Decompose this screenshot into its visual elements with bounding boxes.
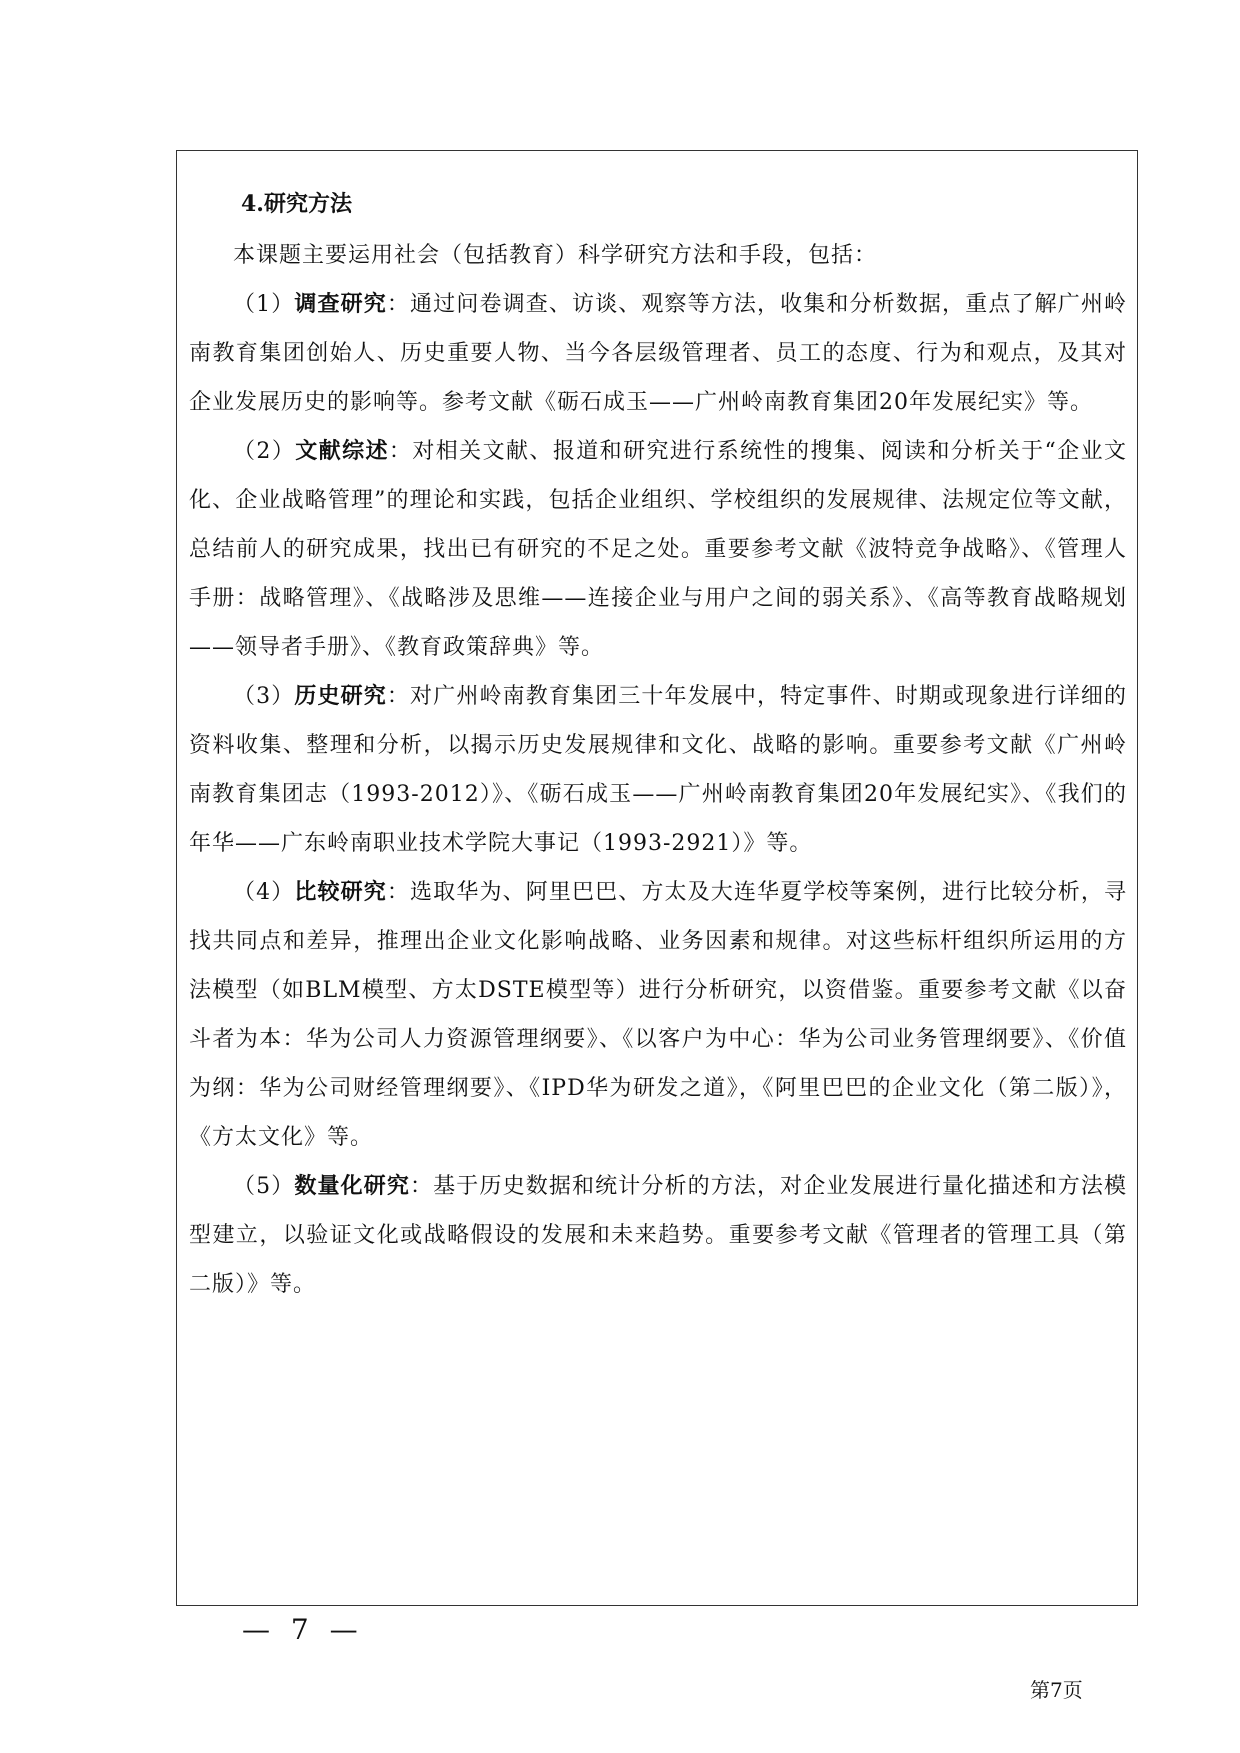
- method-title: 比较研究: [294, 879, 387, 905]
- research-methods-section: [189, 189, 1127, 1309]
- method-marker: （2）: [233, 439, 296, 464]
- method-paragraph-quantitative: [189, 1162, 1127, 1309]
- method-marker: （1）: [233, 292, 295, 317]
- footer-page-label: 第7页: [1030, 1678, 1083, 1702]
- method-text: ：通过问卷调查、访谈、观察等方法，收集和分析数据，重点了解广州岭南教育集团创始人、历史重要人物、当今各层级管理者、员工的态度、行为和观点，及其对企业发展历史的影响等。参考文献《砺石成玉——广州岭南教育集团20年发展纪实》等。: [189, 292, 1127, 415]
- method-text: ：基于历史数据和统计分析的方法，对企业发展进行量化描述和方法模型建立，以验证文化或战略假设的发展和未来趋势。重要参考文献《管理者的管理工具（第二版）》等。: [189, 1174, 1127, 1297]
- method-title: 文献综述: [295, 438, 389, 464]
- method-paragraph-literature: [189, 427, 1127, 672]
- method-title: 历史研究: [294, 683, 387, 709]
- method-text: ：选取华为、阿里巴巴、方太及大连华夏学校等案例，进行比较分析，寻找共同点和差异，推理出企业文化影响战略、业务因素和规律。对这些标杆组织所运用的方法模型（如BLM模型、方太DSTE模型等）进行分析研究，以资借鉴。重要参考文献《以奋斗者为本：华为公司人力资源管理纲要》、《以客户为中心：华为公司业务管理纲要》、《价值为纲：华为公司财经管理纲要》、《IPD华为研发之道》，《阿里巴巴的企业文化（第二版）》，《方太文化》等。: [189, 880, 1127, 1150]
- method-paragraph-survey: [189, 280, 1127, 427]
- section-heading: 4.研究方法: [241, 191, 352, 217]
- method-text: ：对相关文献、报道和研究进行系统性的搜集、阅读和分析关于“企业文化、企业战略管理”的理论和实践，包括企业组织、学校组织的发展规律、法规定位等文献，总结前人的研究成果，找出已有研究的不足之处。重要参考文献《波特竞争战略》、《管理人手册：战略管理》、《战略涉及思维——连接企业与用户之间的弱关系》、《高等教育战略规划——领导者手册》、《教育政策辞典》等。: [189, 439, 1128, 660]
- method-title: 调查研究: [294, 291, 387, 317]
- intro-paragraph: 本课题主要运用社会（包括教育）科学研究方法和手段，包括：: [233, 243, 878, 268]
- method-marker: （3）: [233, 684, 295, 709]
- method-paragraph-history: [189, 672, 1127, 868]
- method-marker: （5）: [233, 1174, 295, 1199]
- method-text: ：对广州岭南教育集团三十年发展中，特定事件、时期或现象进行详细的资料收集、整理和分析，以揭示历史发展规律和文化、战略的影响。重要参考文献《广州岭南教育集团志（1993-2012）》、《砺石成玉——广州岭南教育集团20年发展纪实》、《我们的年华——广东岭南职业技术学院大事记（1993-2921）》等。: [189, 684, 1127, 856]
- method-title: 数量化研究: [294, 1173, 411, 1199]
- page-number: — 7 —: [242, 1613, 364, 1646]
- method-paragraph-comparison: [189, 868, 1127, 1162]
- method-marker: （4）: [233, 880, 295, 905]
- form-table-cell: [176, 150, 1138, 1606]
